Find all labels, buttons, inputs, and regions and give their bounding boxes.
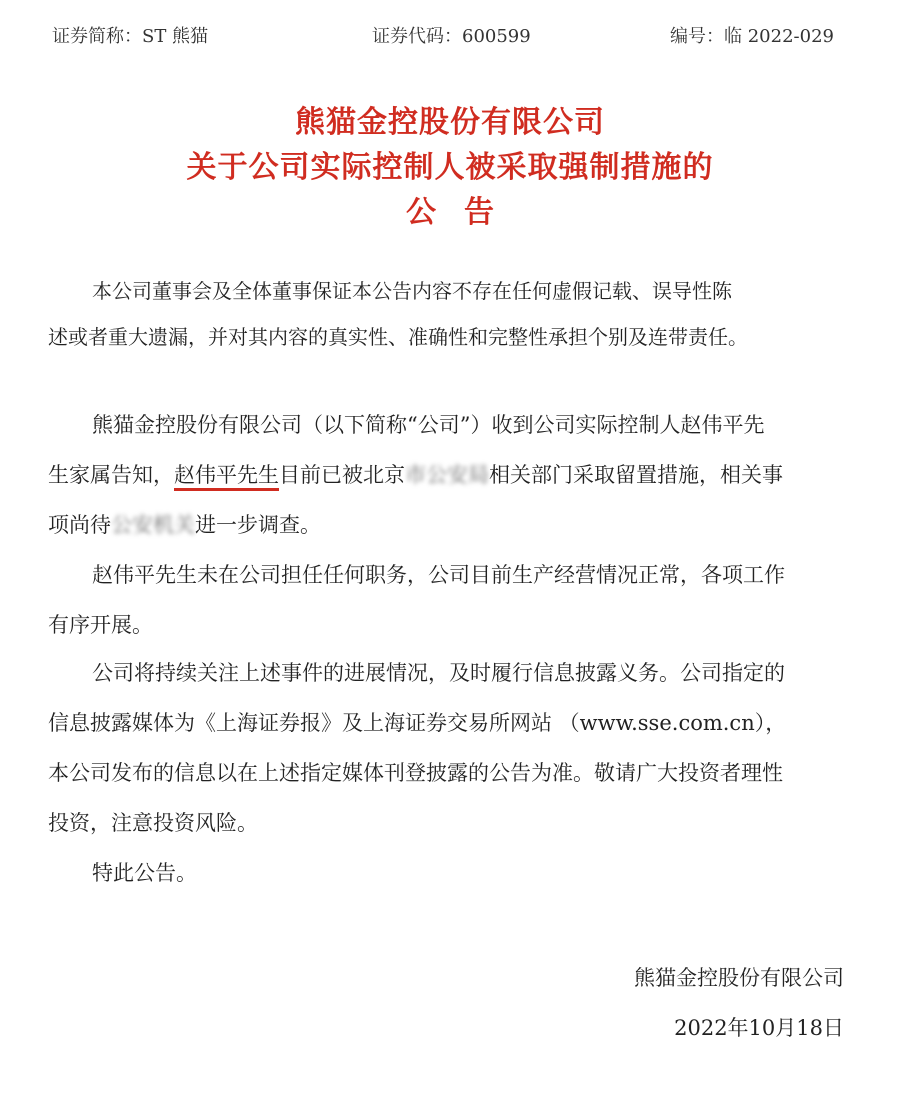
security-abbreviation: 证券简称：ST 熊猫 xyxy=(52,26,209,47)
paragraph-line: 有序开展。 xyxy=(48,613,153,637)
paragraph-closing xyxy=(48,848,858,898)
security-code: 证券代码：600599 xyxy=(372,26,531,47)
board-statement xyxy=(48,268,858,360)
statement-line: 本公司董事会及全体董事保证本公告内容不存在任何虚假记载、误导性陈 xyxy=(92,279,732,303)
signature-date: 2022年10月18日 xyxy=(674,1016,844,1040)
signature-company: 熊猫金控股份有限公司 xyxy=(634,966,844,990)
blurred-text: 公安机关 xyxy=(111,513,195,537)
paragraph-line: 信息披露媒体为《上海证券报》及上海证券交易所网站 （www.sse.com.cn）， xyxy=(48,711,787,735)
paragraph-line: 特此公告。 xyxy=(92,861,197,885)
paragraph-line: 公司将持续关注上述事件的进展情况，及时履行信息披露义务。公司指定的 xyxy=(92,661,785,685)
blurred-text: 市公安局 xyxy=(405,463,489,487)
text-segment: 项尚待 xyxy=(48,513,111,537)
paragraph-line: 投资，注意投资风险。 xyxy=(48,811,258,835)
highlighted-name: 赵伟平先生 xyxy=(174,463,279,491)
paragraph-line xyxy=(48,500,858,550)
text-segment: 相关部门采取留置措施，相关事 xyxy=(489,463,783,487)
text-segment: 目前已被北京 xyxy=(279,463,405,487)
title-company: 熊猫金控股份有限公司 xyxy=(295,105,605,140)
paragraph-line: 赵伟平先生未在公司担任任何职务，公司目前生产经营情况正常，各项工作 xyxy=(92,563,785,587)
paragraph-control-measure xyxy=(48,400,858,550)
paragraph-disclosure xyxy=(48,648,858,848)
text-segment: 生家属告知， xyxy=(48,463,174,487)
announcement-number: 编号：临 2022-029 xyxy=(670,26,834,47)
paragraph-line: 熊猫金控股份有限公司（以下简称“公司”）收到公司实际控制人赵伟平先 xyxy=(92,413,765,437)
announcement-title xyxy=(0,100,900,235)
paragraph-line: 本公司发布的信息以在上述指定媒体刊登披露的公告为准。敬请广大投资者理性 xyxy=(48,761,783,785)
paragraph-operations xyxy=(48,550,858,650)
title-subject: 关于公司实际控制人被采取强制措施的 xyxy=(186,150,714,185)
statement-line: 述或者重大遗漏，并对其内容的真实性、准确性和完整性承担个别及连带责任。 xyxy=(48,325,748,349)
title-notice: 公告 xyxy=(406,195,522,230)
paragraph-line xyxy=(48,450,858,500)
text-segment: 进一步调查。 xyxy=(195,513,321,537)
